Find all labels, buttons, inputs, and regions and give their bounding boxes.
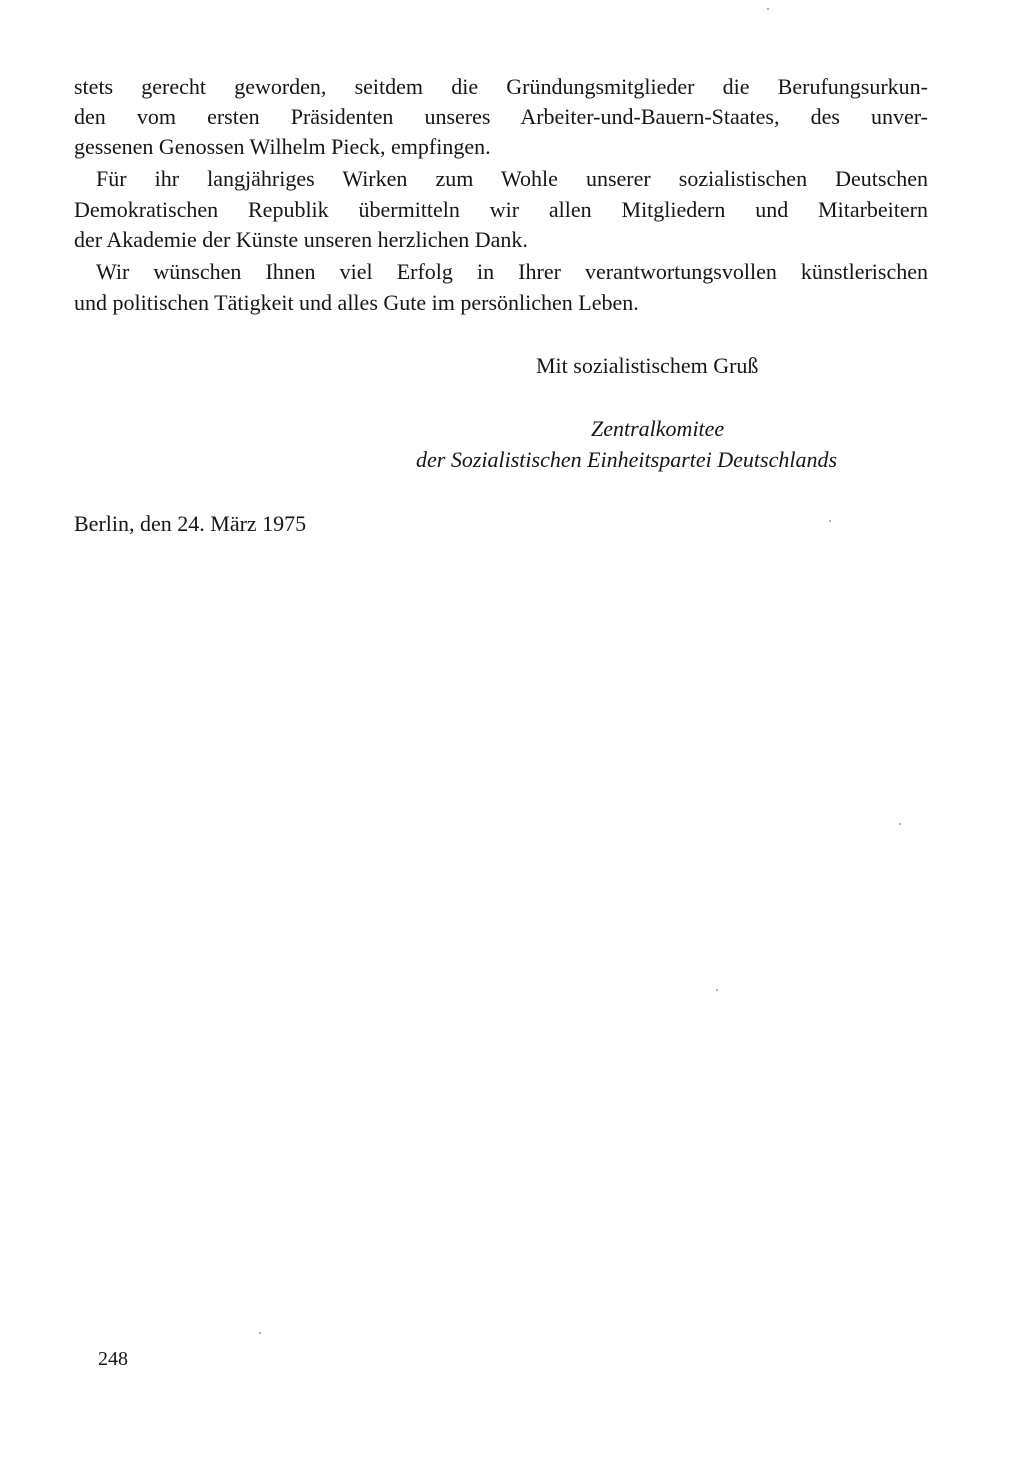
paragraph-3-line-2: und politischen Tätigkeit und alles Gute im persönlichen Leben.: [74, 290, 639, 315]
paragraph-2-line-1: Für ihr langjähriges Wirken zum Wohle unserer sozialistischen Deutschen: [96, 166, 928, 191]
signature-party: der Sozialistischen Einheitspartei Deutschlands: [416, 447, 838, 472]
scan-speck: [829, 520, 831, 522]
place-and-date: Berlin, den 24. März 1975: [74, 511, 307, 536]
scan-speck: [767, 8, 769, 10]
scan-speck: [899, 823, 901, 825]
page-number: 248: [98, 1348, 128, 1370]
paragraph-1-line-1: stets gerecht geworden, seitdem die Gründungsmitglieder die Berufungsurkun-: [74, 74, 928, 99]
signature-organization: Zentralkomitee: [591, 416, 725, 441]
paragraph-2-line-2: Demokratischen Republik übermitteln wir allen Mitgliedern und Mitarbeitern: [74, 197, 928, 222]
scan-speck: [716, 989, 718, 991]
closing-salutation: Mit sozialistischem Gruß: [536, 353, 759, 378]
scan-speck: [259, 1332, 261, 1334]
paragraph-2-line-3: der Akademie der Künste unseren herzlichen Dank.: [74, 227, 528, 252]
paragraph-1-line-3: gessenen Genossen Wilhelm Pieck, empfingen.: [74, 134, 491, 159]
paragraph-1-line-2: den vom ersten Präsidenten unseres Arbeiter-und-Bauern-Staates, des unver-: [74, 104, 928, 129]
paragraph-3-line-1: Wir wünschen Ihnen viel Erfolg in Ihrer verantwortungsvollen künstlerischen: [96, 259, 928, 284]
